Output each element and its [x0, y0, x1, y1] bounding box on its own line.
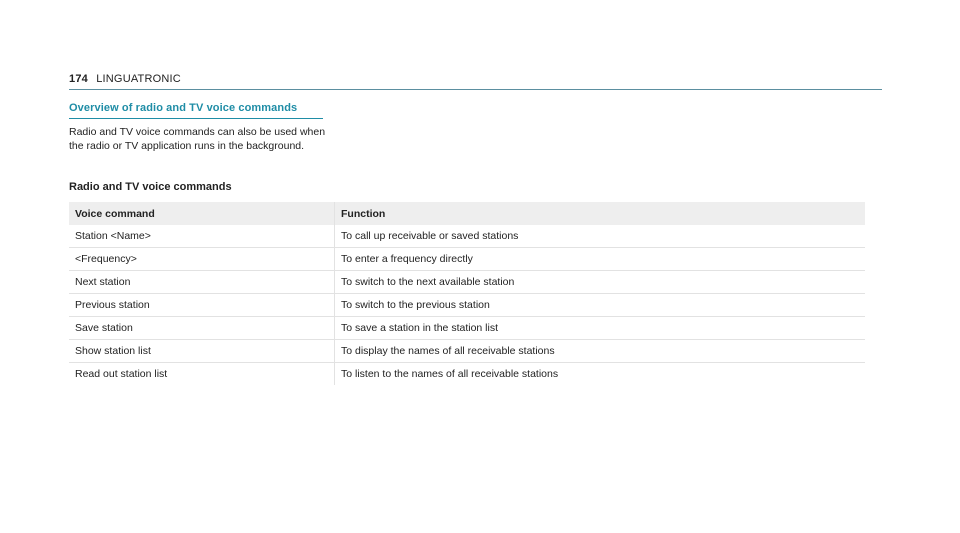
section-title: Overview of radio and TV voice commands: [69, 102, 298, 114]
voice-command-cell: <Frequency>: [69, 248, 335, 271]
table-row: [69, 317, 865, 340]
voice-command-cell: Save station: [69, 317, 335, 340]
function-cell: To call up receivable or saved stations: [335, 225, 866, 248]
table-row: [69, 225, 865, 248]
header-divider: [69, 89, 882, 90]
table-title: Radio and TV voice commands: [69, 181, 232, 193]
page-header: [69, 73, 181, 85]
column-header-voice-command: Voice command: [69, 202, 335, 225]
column-header-function: Function: [335, 202, 866, 225]
table-row: [69, 363, 865, 386]
table-header-row: [69, 202, 865, 225]
function-cell: To listen to the names of all receivable stations: [341, 368, 559, 380]
page-number: 174: [69, 73, 88, 85]
intro-paragraph: Radio and TV voice commands can also be used when the radio or TV application runs in the background.: [69, 126, 326, 152]
table-row: [69, 294, 865, 317]
function-cell: To switch to the previous station: [335, 294, 866, 317]
function-cell: To display the names of all receivable stations: [335, 340, 866, 363]
function-cell: To enter a frequency directly: [335, 248, 866, 271]
function-cell: To save a station in the station list: [335, 317, 866, 340]
voice-command-cell: Read out station list: [69, 363, 335, 386]
table-row: [69, 248, 865, 271]
chapter-title: LINGUATRONIC: [96, 73, 181, 85]
table-row: [69, 271, 865, 294]
voice-command-cell: Show station list: [69, 340, 335, 363]
voice-command-cell: Station <Name>: [69, 225, 335, 248]
function-cell: To switch to the next available station: [335, 271, 866, 294]
voice-command-cell: Previous station: [69, 294, 335, 317]
section-title-underline: [69, 118, 323, 119]
table-row: [69, 340, 865, 363]
voice-command-cell: Next station: [69, 271, 335, 294]
voice-commands-table: [69, 202, 865, 385]
